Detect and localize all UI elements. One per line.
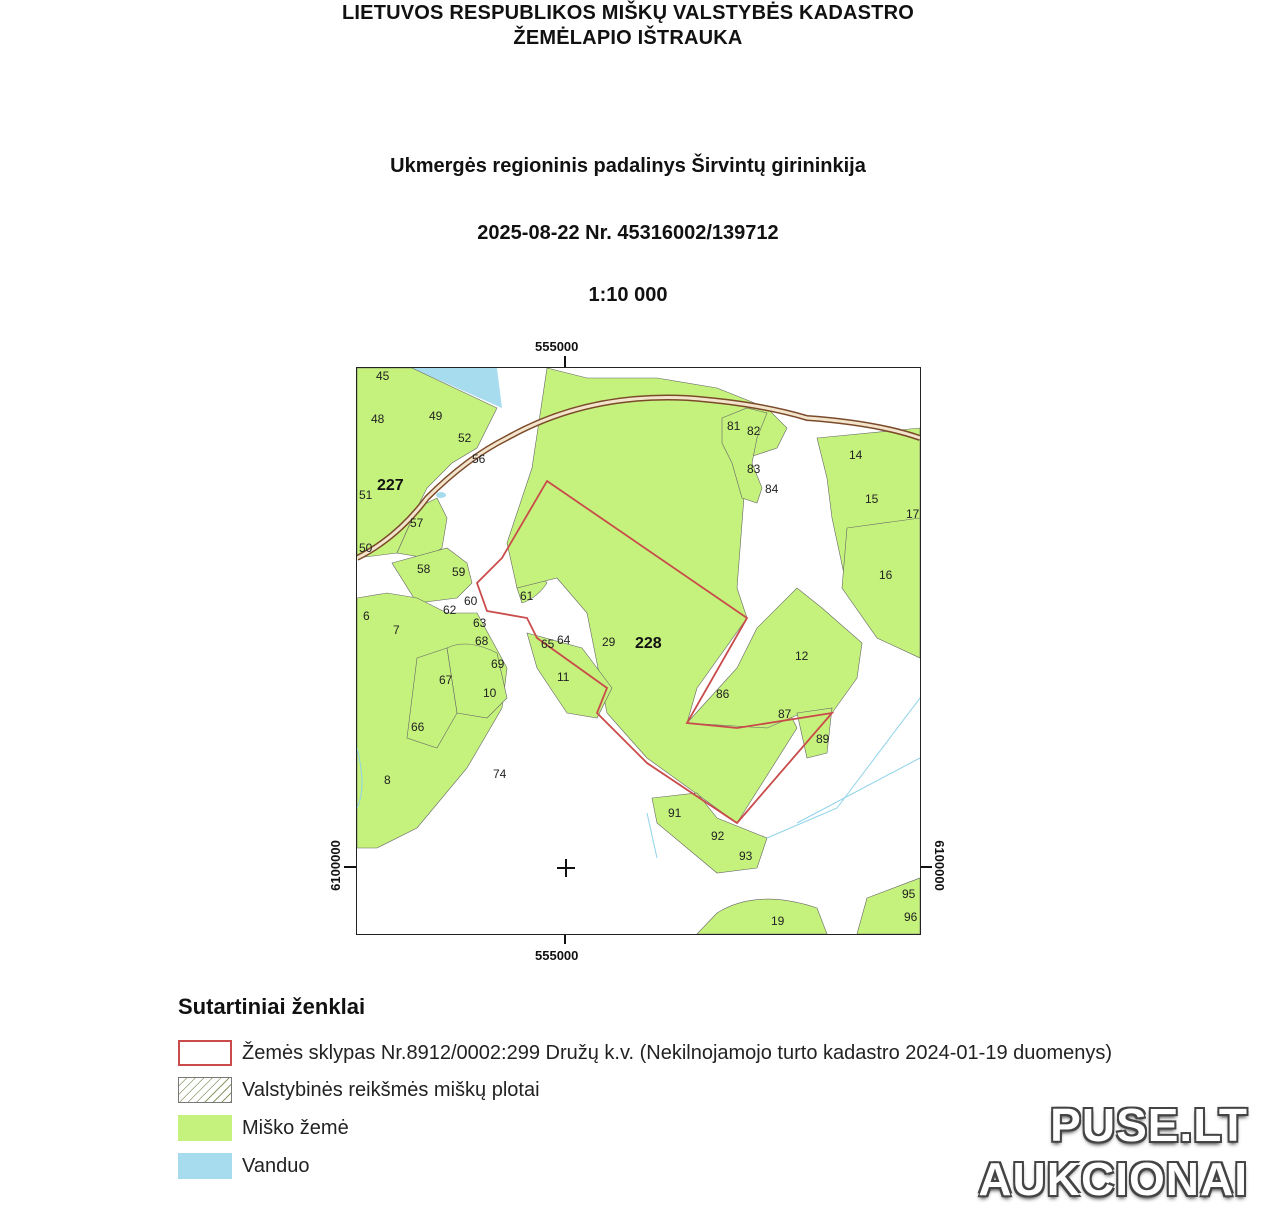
stand-label-49: 49 bbox=[429, 409, 443, 423]
stand-label-6: 6 bbox=[363, 609, 370, 623]
stand-label-45: 45 bbox=[376, 369, 390, 383]
title-line-2: ŽEMĖLAPIO IŠTRAUKA bbox=[513, 27, 743, 49]
stand-label-48: 48 bbox=[371, 412, 385, 426]
legend-label-parcel: Žemės sklypas Nr.8912/0002:299 Družų k.v. (Nekilnojamojo turto kadastro 2024-01-19 duomenys) bbox=[242, 1041, 1113, 1064]
stand-label-95: 95 bbox=[902, 887, 916, 901]
stand-label-58: 58 bbox=[417, 562, 431, 576]
stand-label-52: 52 bbox=[458, 431, 472, 445]
stand-label-63: 63 bbox=[473, 616, 487, 630]
stand-label-65: 65 bbox=[541, 637, 555, 651]
stand-label-68: 68 bbox=[475, 634, 489, 648]
stand-label-66: 66 bbox=[411, 720, 425, 734]
stand-label-69: 69 bbox=[491, 657, 505, 671]
cadastre-map[interactable] bbox=[356, 367, 921, 935]
title-line-1: LIETUVOS RESPUBLIKOS MIŠKŲ VALSTYBĖS KADASTRO bbox=[341, 2, 914, 24]
stand-label-83: 83 bbox=[747, 462, 761, 476]
legend-item-parcel bbox=[178, 1038, 1112, 1068]
water-fill-icon bbox=[178, 1153, 232, 1179]
stand-label-93: 93 bbox=[739, 849, 753, 863]
map-canvas bbox=[357, 368, 920, 934]
stand-label-59: 59 bbox=[452, 565, 466, 579]
stand-label-51: 51 bbox=[359, 488, 373, 502]
date-number: 2025-08-22 Nr. 45316002/139712 bbox=[477, 222, 779, 244]
legend-item-state-forest bbox=[178, 1075, 540, 1105]
stand-label-61: 61 bbox=[520, 589, 534, 603]
stand-label-10: 10 bbox=[483, 686, 497, 700]
stand-label-14: 14 bbox=[849, 448, 863, 462]
unit-title: Ukmergės regioninis padalinys Širvintų girininkija bbox=[390, 155, 866, 177]
stand-label-228: 228 bbox=[635, 635, 662, 652]
stand-label-92: 92 bbox=[711, 829, 725, 843]
stand-label-81: 81 bbox=[727, 419, 741, 433]
legend-item-forest-land bbox=[178, 1113, 349, 1143]
hatch-icon bbox=[178, 1077, 232, 1103]
stand-label-64: 64 bbox=[557, 633, 571, 647]
legend-label-state-forest: Valstybinės reikšmės miškų plotai bbox=[242, 1078, 540, 1101]
stand-label-91: 91 bbox=[668, 806, 682, 820]
stand-label-84: 84 bbox=[765, 482, 779, 496]
legend-label-forest-land: Miško žemė bbox=[242, 1116, 349, 1139]
forest-fill-icon bbox=[178, 1115, 232, 1141]
watermark-line-2: AUKCIONAI bbox=[978, 1153, 1248, 1205]
stand-label-86: 86 bbox=[716, 687, 730, 701]
legend-label-water: Vanduo bbox=[242, 1154, 310, 1177]
stand-label-7: 7 bbox=[393, 623, 400, 637]
coord-top: 555000 bbox=[535, 339, 579, 354]
legend-item-water bbox=[178, 1151, 309, 1181]
stand-label-89: 89 bbox=[816, 732, 830, 746]
stand-label-227: 227 bbox=[377, 477, 404, 494]
stand-label-19: 19 bbox=[771, 914, 785, 928]
stand-label-56: 56 bbox=[472, 452, 486, 466]
stand-label-62: 62 bbox=[443, 603, 457, 617]
parcel-outline-icon bbox=[178, 1040, 232, 1066]
stand-label-15: 15 bbox=[865, 492, 879, 506]
stand-label-74: 74 bbox=[493, 767, 507, 781]
stand-label-87: 87 bbox=[778, 707, 792, 721]
stand-label-67: 67 bbox=[439, 673, 453, 687]
stand-label-82: 82 bbox=[747, 424, 761, 438]
stand-label-57: 57 bbox=[410, 516, 424, 530]
stand-label-11: 11 bbox=[557, 670, 570, 684]
stand-label-60: 60 bbox=[464, 594, 478, 608]
stand-label-50: 50 bbox=[359, 541, 373, 555]
coord-right: 6100000 bbox=[931, 840, 947, 891]
stand-label-96: 96 bbox=[904, 910, 918, 924]
stand-label-17: 17 bbox=[906, 507, 920, 521]
coord-left: 6100000 bbox=[327, 840, 343, 891]
watermark-line-1: PUSE.LT bbox=[1050, 1099, 1248, 1151]
coord-bottom: 555000 bbox=[535, 948, 579, 963]
stand-label-12: 12 bbox=[795, 649, 809, 663]
map-scale: 1:10 000 bbox=[588, 284, 668, 306]
stand-label-16: 16 bbox=[879, 568, 893, 582]
plus-marker bbox=[557, 859, 575, 877]
legend-title: Sutartiniai ženklai bbox=[178, 994, 366, 1019]
stand-label-8: 8 bbox=[384, 773, 391, 787]
stand-label-29: 29 bbox=[602, 635, 616, 649]
